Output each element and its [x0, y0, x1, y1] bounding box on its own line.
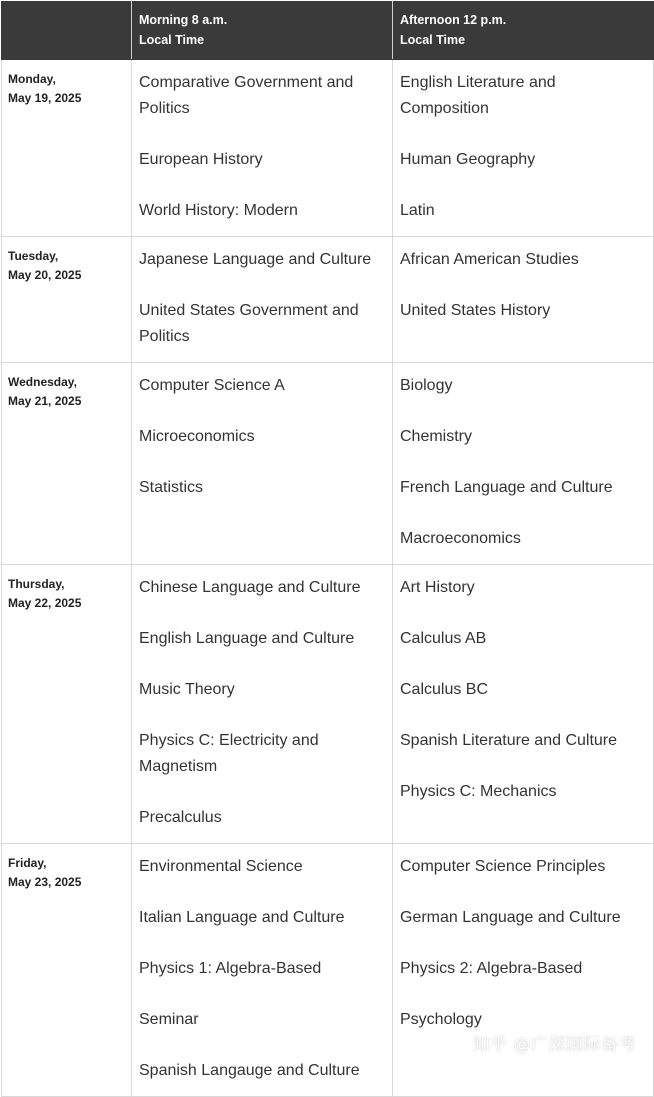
subject-item: Seminar [139, 1011, 199, 1028]
header-morning-column [132, 2, 393, 60]
subject-item: Precalculus [139, 809, 222, 826]
schedule-body [2, 60, 654, 1097]
table-row [2, 844, 654, 1097]
afternoon-subjects-cell [393, 60, 654, 237]
date-label: May 19, 2025 [8, 91, 82, 105]
subject-item: Chemistry [400, 428, 473, 445]
table-row [2, 60, 654, 237]
subject-item: United States History [400, 302, 551, 319]
subject-item: Biology [400, 377, 453, 394]
day-cell [2, 565, 132, 844]
morning-subjects-cell [132, 237, 393, 363]
afternoon-subjects-cell [393, 363, 654, 565]
header-morning-sublabel: Local Time [139, 33, 205, 47]
header-afternoon-label: Afternoon 12 p.m. [400, 13, 507, 27]
subject-item: Psychology [400, 1011, 482, 1028]
date-label: May 22, 2025 [8, 596, 82, 610]
weekday-label: Thursday, [8, 577, 65, 591]
subject-item: Environmental Science [139, 858, 303, 875]
subject-item: Physics C: Mechanics [400, 783, 557, 800]
date-label: May 20, 2025 [8, 268, 82, 282]
date-label: May 21, 2025 [8, 394, 82, 408]
table-row [2, 363, 654, 565]
subject-item: Spanish Langauge and Culture [139, 1062, 360, 1079]
table-row [2, 237, 654, 363]
weekday-label: Monday, [8, 72, 56, 86]
subject-item: European History [139, 151, 263, 168]
header-morning-label: Morning 8 a.m. [139, 13, 228, 27]
subject-item: Spanish Literature and Culture [400, 732, 618, 749]
subject-item: Statistics [139, 479, 204, 496]
subject-item: Microeconomics [139, 428, 255, 445]
afternoon-subjects-cell [393, 565, 654, 844]
subject-item: Calculus BC [400, 681, 489, 698]
subject-item: United States Government and Politics [139, 302, 359, 345]
subject-item: Computer Science Principles [400, 858, 606, 875]
header-day-column [2, 2, 132, 60]
subject-item: Comparative Government and Politics [139, 74, 354, 117]
subject-item: Physics C: Electricity and Magnetism [139, 732, 319, 775]
header-afternoon-column [393, 2, 654, 60]
subject-item: Computer Science A [139, 377, 285, 394]
subject-item: English Language and Culture [139, 630, 355, 647]
subject-item: Art History [400, 579, 475, 596]
subject-item: Human Geography [400, 151, 536, 168]
subject-item: Macroeconomics [400, 530, 521, 547]
weekday-label: Wednesday, [8, 375, 77, 389]
afternoon-subjects-cell [393, 844, 654, 1097]
day-cell [2, 237, 132, 363]
header-row [2, 2, 654, 60]
subject-item: Physics 1: Algebra-Based [139, 960, 322, 977]
subject-item: World History: Modern [139, 202, 298, 219]
morning-subjects-cell [132, 363, 393, 565]
weekday-label: Tuesday, [8, 249, 59, 263]
subject-item: Music Theory [139, 681, 235, 698]
watermark-text: 知乎 @广深国际备考 [472, 1035, 636, 1055]
table-row [2, 565, 654, 844]
subject-item: English Literature and Composition [400, 74, 556, 117]
morning-subjects-cell [132, 60, 393, 237]
day-cell [2, 363, 132, 565]
subject-item: Chinese Language and Culture [139, 579, 361, 596]
day-cell [2, 844, 132, 1097]
subject-item: Italian Language and Culture [139, 909, 345, 926]
header-afternoon-sublabel: Local Time [400, 33, 466, 47]
afternoon-subjects-cell [393, 237, 654, 363]
subject-item: Physics 2: Algebra-Based [400, 960, 583, 977]
subject-item: French Language and Culture [400, 479, 613, 496]
subject-item: Japanese Language and Culture [139, 251, 372, 268]
day-cell [2, 60, 132, 237]
subject-item: African American Studies [400, 251, 579, 268]
morning-subjects-cell [132, 565, 393, 844]
date-label: May 23, 2025 [8, 875, 82, 889]
subject-item: German Language and Culture [400, 909, 621, 926]
exam-schedule-table [1, 1, 654, 1097]
weekday-label: Friday, [8, 856, 47, 870]
subject-item: Latin [400, 202, 435, 219]
subject-item: Calculus AB [400, 630, 487, 647]
morning-subjects-cell [132, 844, 393, 1097]
